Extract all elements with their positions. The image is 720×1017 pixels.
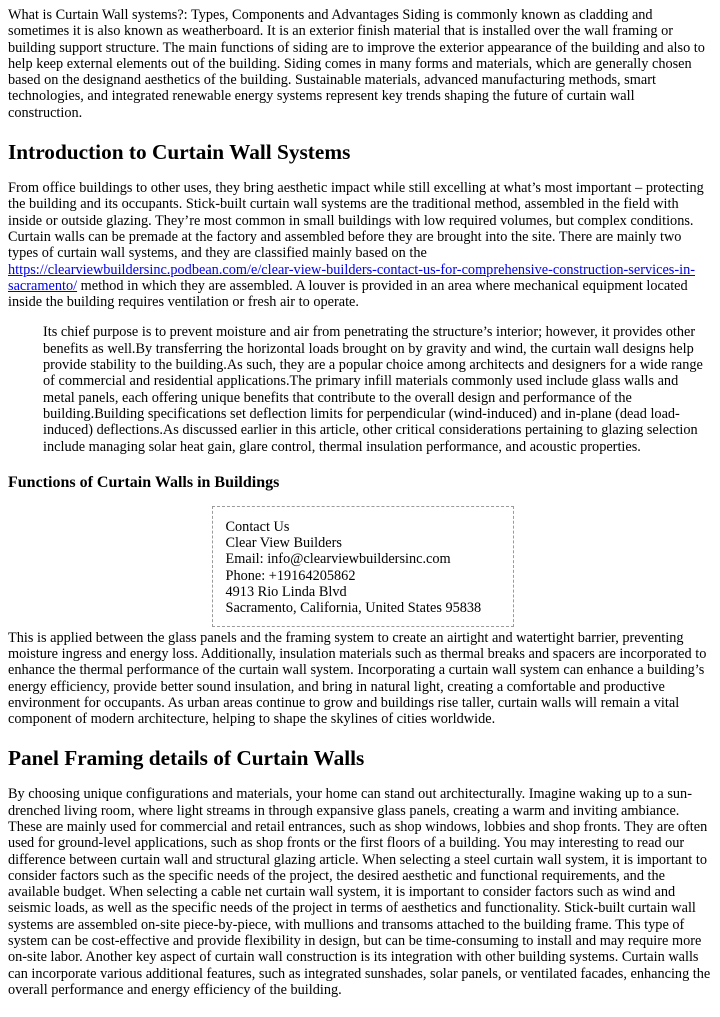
- contact-city: Sacramento, California, United States 95838: [225, 600, 482, 617]
- introduction-paragraph: [8, 180, 712, 310]
- section-heading-introduction: Introduction to Curtain Wall Systems: [8, 140, 351, 165]
- blockquote-paragraph: Its chief purpose is to prevent moisture and air from penetrating the structure’s interior; however, it provides other benefits as well.By transferring the horizontal loads brought on by gravity and wind, the curtain wall designs help provide stability to the building.As such, they are a popular choice among architects and designers for a wide range of commercial and residential applications.The primary infill materials commonly used include glass walls and metal panels, each offering unique benefits that contribute to the overall design and performance of the building.Building specifications set deflection limits for perpendicular (wind-induced) and in-plane (dead load-induced) deflections.As discussed earlier in this article, other critical considerations pertaining to glazing selection include managing solar heat gain, glare control, thermal insulation performance, and acoustic properties.: [43, 324, 703, 455]
- contact-email: Email: info@clearviewbuildersinc.com: [225, 551, 451, 568]
- podbean-link[interactable]: https://clearviewbuildersinc.podbean.com/e/clear-view-builders-contact-us-for-comprehensive-construction-services-in-sacramento/: [8, 261, 695, 294]
- panel-framing-paragraph: By choosing unique configurations and materials, your home can stand out architecturally. Imagine waking up to a sun-drenched living room, where light streams in through expansive glass panels, creating a warm and inviting ambiance. These are mainly used for commercial and retail entrances, such as shop windows, lobbies and shop fronts. They are often used for ground-level applications, such as shop fronts or the first floors of a building. You may interesting to read our difference between curtain wall and structural glazing article. When selecting a steel curtain wall system, it is important to consider factors such as the specific needs of the project, the desired aesthetic and functional requirements, and the available budget. When selecting a cable net curtain wall system, it is important to consider factors such as wind and seismic loads, as well as the specific needs of the project in terms of aesthetics and functionality. Stick-built curtain wall systems are assembled on-site piece-by-piece, with mullions and transoms attached to the building frame. This type of system can be cost-effective and provide flexibility in design, but can be time-consuming to install and may require more on-site labor. Another key aspect of curtain wall construction is its integration with other building systems. Curtain walls can incorporate various additional features, such as integrated sunshades, solar panels, or ventilated facades, enhancing the overall performance and energy efficiency of the building.: [8, 786, 711, 998]
- contact-street: 4913 Rio Linda Blvd: [225, 584, 347, 601]
- introduction-text-after-link: method in which they are assembled. A louver is provided in an area where mechanical equipment located inside the building requires ventilation or fresh air to operate.: [8, 277, 688, 311]
- introduction-text-before-link: From office buildings to other uses, they bring aesthetic impact while still excelling at what’s most important – protecting the building and its occupants. Stick-built curtain wall systems are the traditional method, assembled in the field with inside or outside glazing. They’re most common in small buildings with low required volumes, but complex conditions. Curtain walls can be premade at the factory and assembled before they are brought into the site. There are mainly two types of curtain wall systems, and they are classified mainly based on the: [8, 180, 704, 262]
- functions-paragraph: This is applied between the glass panels and the framing system to create an airtight and watertight barrier, preventing moisture ingress and energy loss. Additionally, insulation materials such as thermal breaks and spacers are incorporated to enhance the thermal performance of the curtain wall system. Incorporating a curtain wall system can enhance a building’s energy efficiency, provide better sound insulation, and bring in natural light, creating a comfortable and productive environment for occupants. As urban areas continue to grow and buildings rise taller, curtain walls will remain a vital component of modern architecture, helping to shape the skylines of cities worldwide.: [8, 629, 707, 728]
- section-heading-functions: Functions of Curtain Walls in Buildings: [8, 473, 280, 491]
- contact-title: Contact Us: [225, 518, 290, 535]
- intro-paragraph: What is Curtain Wall systems?: Types, Components and Advantages Siding is commonly known as cladding and sometimes it is also known as weatherboard. It is an exterior finish material that is installed over the wall framing or building support structure. The main functions of siding are to improve the exterior appearance of the building and also to help keep external elements out of the building. Siding comes in many forms and materials, which are generally chosen based on the designand aesthetics of the building. Sustainable materials, advanced manufacturing methods, smart technologies, and integrated renewable energy systems represent key trends shaping the future of curtain wall construction.: [8, 7, 705, 121]
- contact-box-container: [8, 506, 712, 627]
- section-heading-panel-framing: Panel Framing details of Curtain Walls: [8, 746, 365, 771]
- contact-box: [212, 506, 514, 627]
- contact-company: Clear View Builders: [225, 535, 342, 552]
- contact-phone: Phone: +19164205862: [225, 567, 356, 584]
